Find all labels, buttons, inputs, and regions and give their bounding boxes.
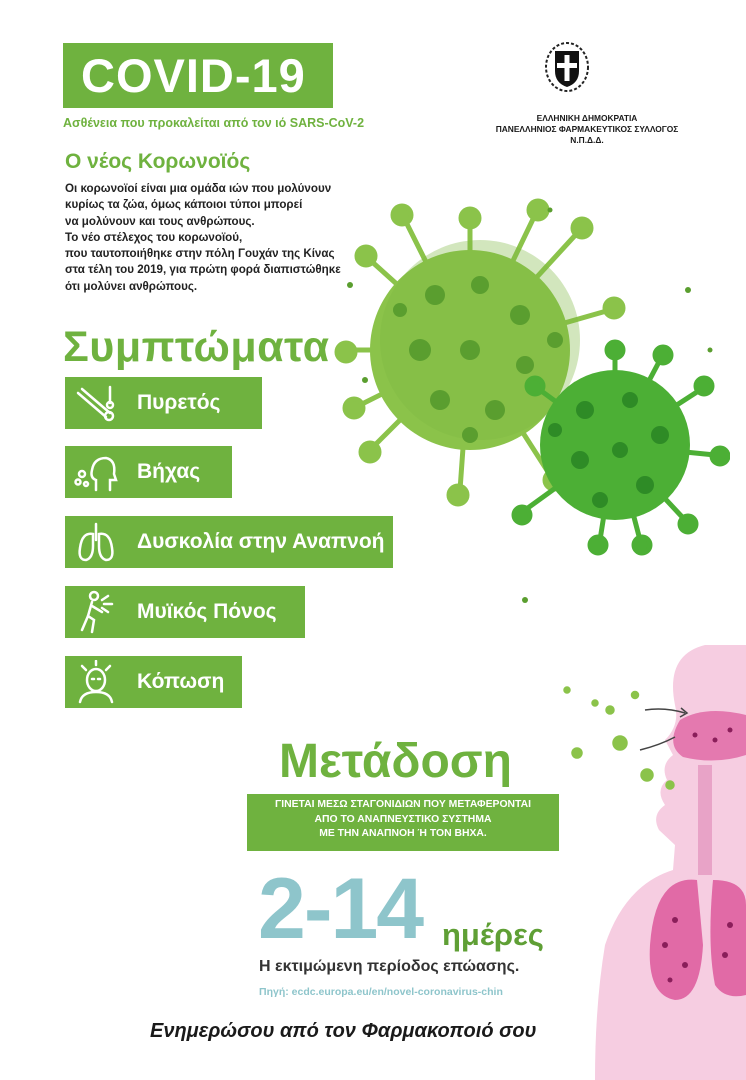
transmission-box xyxy=(247,794,559,851)
source-text: Πηγή: ecdc.europa.eu/en/novel-coronavirus-chin xyxy=(259,986,503,998)
transmission-title: Μετάδοση xyxy=(279,735,512,788)
intro-line: Το νέο στέλεχος του κορωνοϊού, xyxy=(65,230,243,244)
page-subtitle: Ασθένεια που προκαλείται από τον ιό SARS-CoV-2 xyxy=(63,116,365,130)
fatigue-icon xyxy=(65,656,127,708)
symptom-muscle-pain xyxy=(65,586,305,638)
page-title: COVID-19 xyxy=(81,49,306,102)
symptom-cough xyxy=(65,446,232,498)
lungs-icon xyxy=(65,516,127,568)
intro-line: ότι μολύνει ανθρώπους. xyxy=(65,279,198,293)
coat-of-arms-logo xyxy=(542,37,592,93)
title-banner xyxy=(63,43,333,108)
symptom-breathing xyxy=(65,516,393,568)
footer-text: Ενημερώσου από τον Φαρμακοποιό σου xyxy=(150,1020,537,1042)
incubation-unit: ημέρες xyxy=(442,917,544,952)
symptom-label: Μυϊκός Πόνος xyxy=(137,600,277,623)
nasal-cavity xyxy=(673,711,746,761)
symptom-fever xyxy=(65,377,262,429)
symptom-label: Πυρετός xyxy=(137,391,221,414)
organization-block xyxy=(478,113,696,146)
thermometer-icon xyxy=(65,377,127,429)
lung-right xyxy=(710,880,746,996)
symptoms-heading: Συμπτώματα xyxy=(63,323,330,371)
intro-line: που ταυτοποιήθηκε στην πόλη Γουχάν της Κίνας xyxy=(65,247,335,261)
intro-line: Οι κορωνοϊοί είναι μια ομάδα ιών που μολύνουν xyxy=(65,182,332,195)
intro-title: Ο νέος Κορωνοϊός xyxy=(65,150,251,173)
org-line: ΠΑΝΕΛΛΗΝΙΟΣ ΦΑΡΜΑΚΕΥΤΙΚΟΣ ΣΥΛΛΟΓΟΣ xyxy=(495,124,679,134)
transmission-line: ΓΙΝΕΤΑΙ ΜΕΣΩ ΣΤΑΓΟΝΙΔΙΩΝ ΠΟΥ ΜΕΤΑΦΕΡΟΝΤΑΙ xyxy=(274,799,531,810)
symptom-fatigue xyxy=(65,656,242,708)
transmission-line: ΜΕ ΤΗΝ ΑΝΑΠΝΟΗ Ή ΤΟΝ ΒΗΧΑ. xyxy=(319,828,487,839)
muscle-pain-icon xyxy=(65,586,127,638)
org-line: Ν.Π.Δ.Δ. xyxy=(570,135,604,145)
intro-line: στα τέλη του 2019, για πρώτη φορά διαπιστώθηκε xyxy=(65,263,341,277)
intro-text xyxy=(65,181,365,295)
incubation-caption: Η εκτιμώμενη περίοδος επώασης. xyxy=(259,958,520,975)
symptom-label: Βήχας xyxy=(137,460,201,483)
transmission-line: ΑΠΟ ΤΟ ΑΝΑΠΝΕΥΣΤΙΚΟ ΣΥΣΤΗΜΑ xyxy=(314,813,492,825)
respiratory-illustration xyxy=(555,645,746,1080)
symptom-label: Δυσκολία στην Αναπνοή xyxy=(137,530,385,553)
intro-line: να μολύνουν και τους ανθρώπους. xyxy=(65,214,255,228)
intro-line: κυρίως τα ζώα, όμως κάποιοι τύποι μπορεί xyxy=(65,198,303,212)
symptom-label: Κόπωση xyxy=(137,670,225,693)
org-line: ΕΛΛΗΝΙΚΗ ΔΗΜΟΚΡΑΤΙΑ xyxy=(536,113,638,123)
cough-icon xyxy=(65,446,127,498)
incubation-range: 2-14 xyxy=(258,861,423,957)
